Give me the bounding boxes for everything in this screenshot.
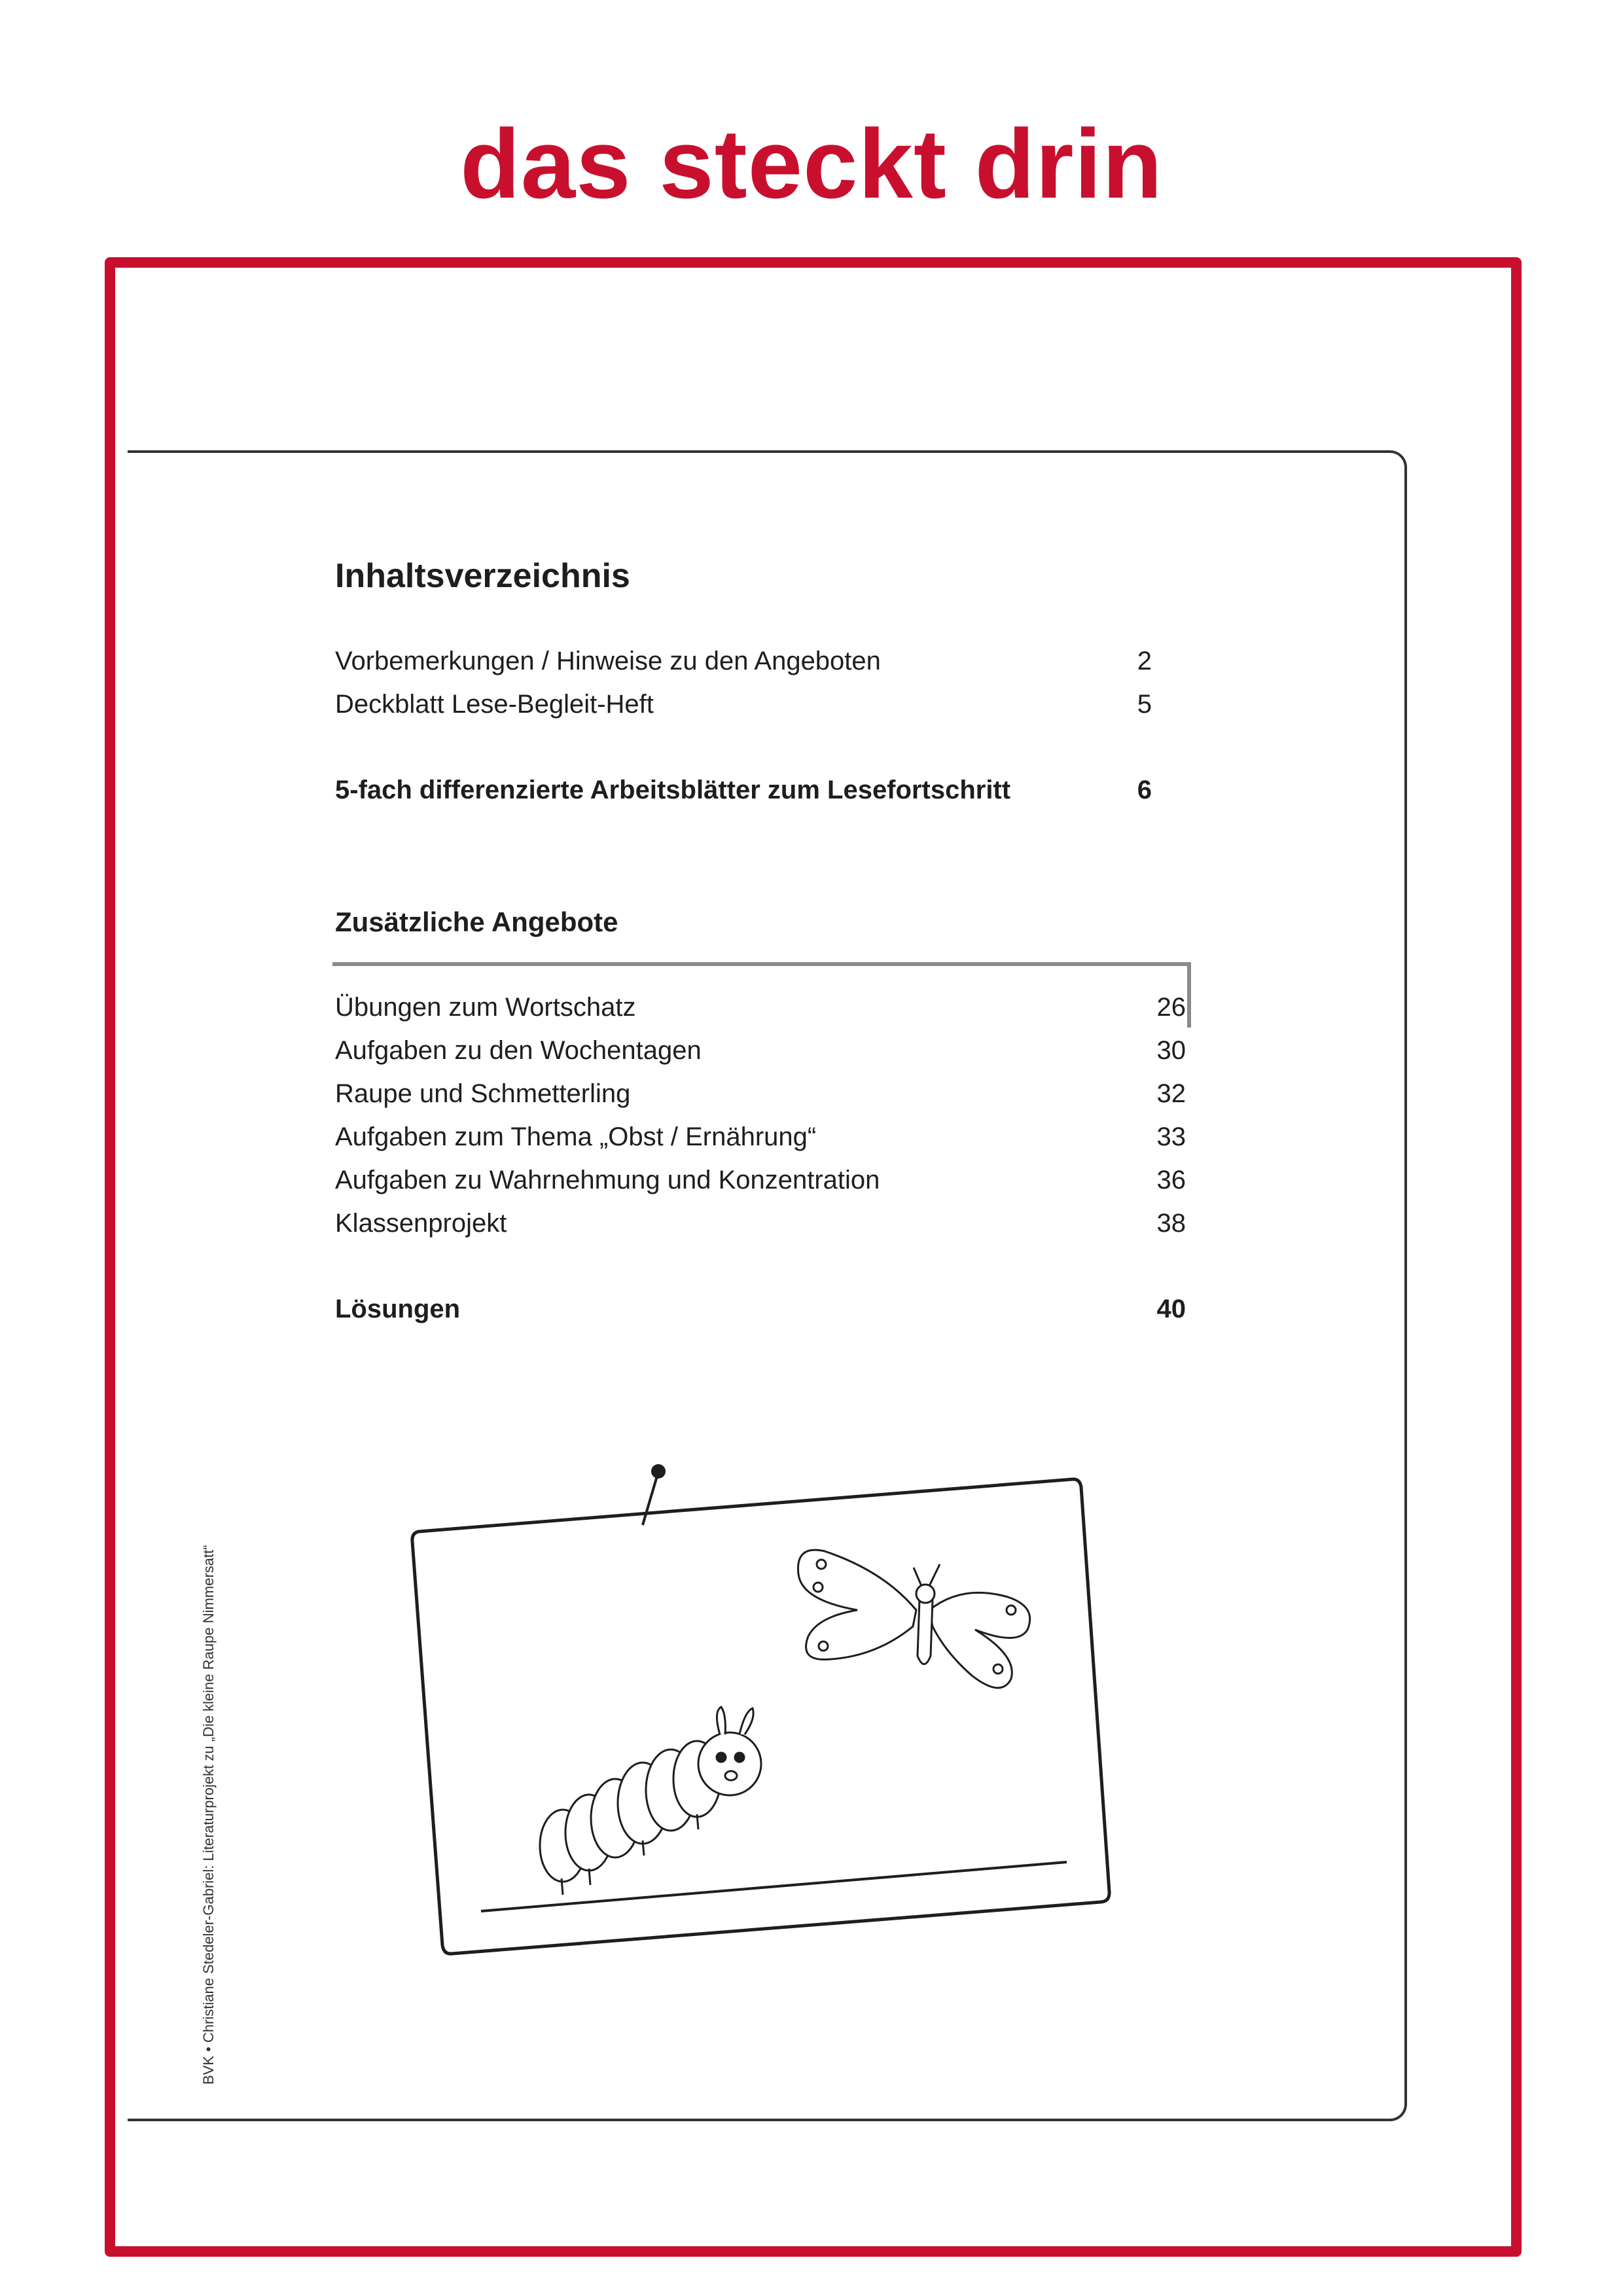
toc-entry-label: Klassenprojekt <box>335 1209 507 1238</box>
toc-entry <box>335 1122 1186 1162</box>
side-credit: BVK • Christiane Stedeler-Gabriel: Literaturprojekt zu „Die kleine Raupe Nimmersatt“ <box>200 1545 217 2085</box>
toc-entry <box>335 647 1186 686</box>
toc-entry-label: Raupe und Schmetterling <box>335 1079 631 1108</box>
toc-title: Inhaltsverzeichnis <box>335 557 630 595</box>
toc-entry-page: 2 <box>1137 647 1152 675</box>
toc-entry <box>335 993 1186 1032</box>
toc-entry <box>335 690 1186 729</box>
toc-entry-page: 32 <box>1156 1079 1186 1108</box>
toc-entry-page: 5 <box>1137 690 1152 719</box>
toc-entry-label: Aufgaben zu Wahrnehmung und Konzentration <box>335 1166 880 1194</box>
toc-entry-solutions <box>335 1295 1186 1334</box>
toc-entry-page: 30 <box>1156 1036 1186 1065</box>
toc-entry-page: 36 <box>1156 1166 1186 1194</box>
toc-entry <box>335 1209 1186 1248</box>
toc-entry-page: 6 <box>1137 776 1152 804</box>
caterpillar-butterfly-illustration <box>399 1460 1119 1970</box>
toc-entry-page: 40 <box>1156 1295 1186 1323</box>
toc-entry-main <box>335 776 1186 815</box>
pinned-board <box>412 1479 1109 1954</box>
toc-entry-page: 26 <box>1156 993 1186 1022</box>
toc-entry-label: Lösungen <box>335 1295 461 1323</box>
toc-entry-label: Aufgaben zum Thema „Obst / Ernährung“ <box>335 1122 817 1151</box>
toc-entry-label: Deckblatt Lese-Begleit-Heft <box>335 690 654 719</box>
toc-entry-label: Aufgaben zu den Wochentagen <box>335 1036 702 1065</box>
toc-entry-page: 33 <box>1156 1122 1186 1151</box>
section-heading-additional: Zusätzliche Angebote <box>335 906 618 937</box>
toc-entry <box>335 1079 1186 1119</box>
toc-entry-page: 38 <box>1156 1209 1186 1238</box>
banner-title: das steckt drin <box>460 109 1163 219</box>
toc-entry-label: 5-fach differenzierte Arbeitsblätter zum Lesefortschritt <box>335 776 1011 804</box>
toc-entry <box>335 1036 1186 1075</box>
toc-entry-label: Vorbemerkungen / Hinweise zu den Angeboten <box>335 647 881 675</box>
toc-entry-label: Übungen zum Wortschatz <box>335 993 636 1022</box>
toc-entry <box>335 1166 1186 1205</box>
